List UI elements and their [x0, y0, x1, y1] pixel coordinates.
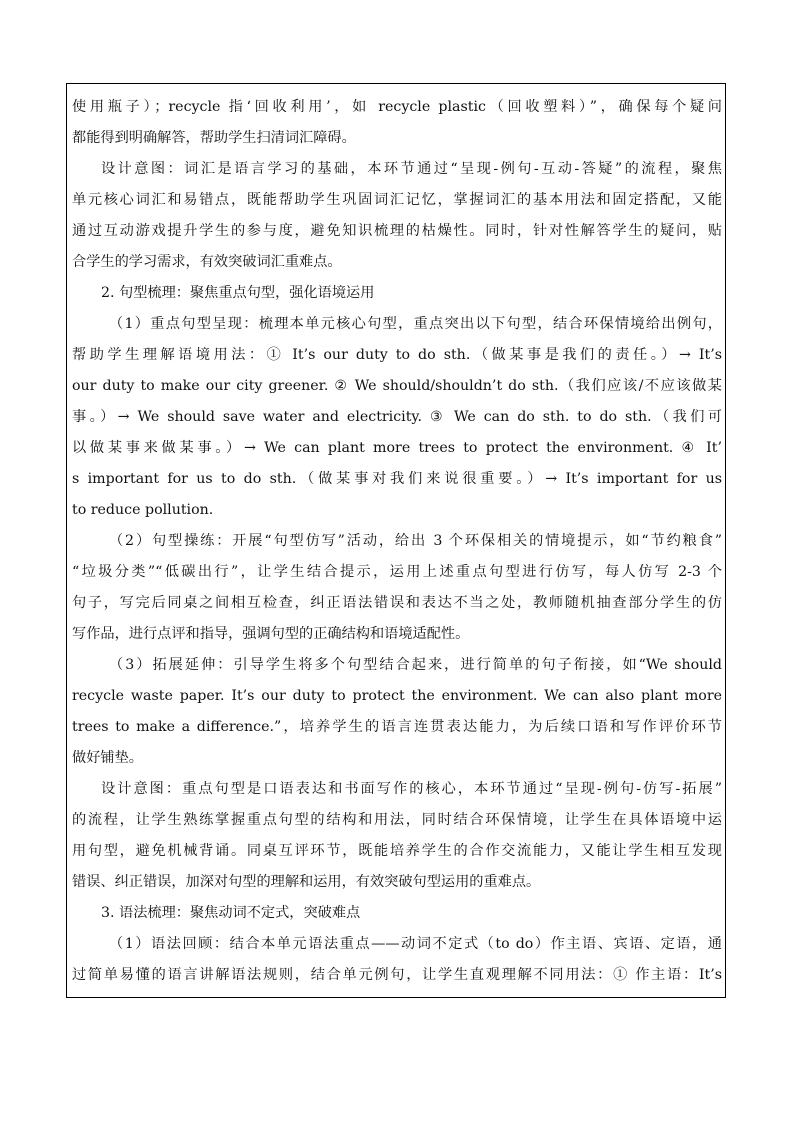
text-line: 都能得到明确解答，帮助学生扫清词汇障碍。 — [72, 130, 356, 146]
text-line: 以做某事来做某事。）→ We can plant more trees to protect the environment. ④ It’ — [72, 440, 722, 456]
text-line: s important for us to do sth.（做某事对我们来说很重要。）→ It’s important for us — [72, 471, 722, 487]
text-line: （3）拓展延伸：引导学生将多个句型结合起来，进行简单的句子衔接，如“We should — [109, 657, 722, 673]
text-line: 单元核心词汇和易错点，既能帮助学生巩固词汇记忆，掌握词汇的基本用法和固定搭配，又能 — [72, 192, 722, 208]
text-line: “垃圾分类”“低碳出行”，让学生结合提示，运用上述重点句型进行仿写，每人仿写 2-3 个 — [72, 564, 722, 580]
text-line: 合学生的学习需求，有效突破词汇重难点。 — [72, 254, 342, 270]
text-line: to reduce pollution. — [72, 502, 214, 518]
text-line: 用句型，避免机械背诵。同桌互评环节，既能培养学生的合作交流能力，又能让学生相互发现 — [72, 843, 722, 859]
text-line: （1）语法回顾：结合本单元语法重点——动词不定式（to do）作主语、宾语、定语，通 — [109, 936, 722, 952]
text-line: 设计意图：重点句型是口语表达和书面写作的核心，本环节通过“呈现-例句-仿写-拓展” — [101, 781, 722, 797]
text-line: 事。）→ We should save water and electricity. ③ We can do sth. to do sth.（我们可 — [72, 409, 722, 425]
text-line: （1）重点句型呈现：梳理本单元核心句型，重点突出以下句型，结合环保情境给出例句， — [109, 316, 722, 332]
text-line: 2. 句型梳理：聚焦重点句型，强化语境运用 — [101, 285, 375, 301]
text-line: 设计意图：词汇是语言学习的基础，本环节通过“呈现-例句-互动-答疑”的流程，聚焦 — [101, 161, 722, 177]
text-line: 错误、纠正错误，加深对句型的理解和运用，有效突破句型运用的重难点。 — [72, 874, 541, 890]
text-line: 过简单易懂的语言讲解语法规则，结合单元例句，让学生直观理解不同用法：① 作主语：It’s — [72, 967, 722, 983]
text-line: 写作品，进行点评和指导，强调句型的正确结构和语境适配性。 — [72, 626, 470, 642]
text-line: 帮助学生理解语境用法：① It’s our duty to do sth.（做某事是我们的责任。）→ It’s — [72, 347, 722, 363]
text-line: 句子，写完后同桌之间相互检查，纠正语法错误和表达不当之处，教师随机抽查部分学生的仿 — [72, 595, 722, 611]
text-line: 通过互动游戏提升学生的参与度，避免知识梳理的枯燥性。同时，针对性解答学生的疑问，贴 — [72, 223, 722, 239]
text-line: 做好铺垫。 — [72, 750, 143, 766]
text-line: recycle waste paper. It’s our duty to protect the environment. We can also plant more — [72, 688, 722, 704]
text-line: trees to make a difference.”，培养学生的语言连贯表达能力，为后续口语和写作评价环节 — [72, 719, 722, 735]
text-line: 的流程，让学生熟练掌握重点句型的结构和用法，同时结合环保情境，让学生在具体语境中运 — [72, 812, 722, 828]
text-line: 3. 语法梳理：聚焦动词不定式，突破难点 — [101, 905, 361, 921]
lesson-plan-text — [72, 92, 722, 991]
text-line: 使用瓶子）；recycle 指‘回收利用’，如 recycle plastic（回收塑料）”，确保每个疑问 — [72, 99, 722, 115]
text-line: （2）句型操练：开展“句型仿写”活动，给出 3 个环保相关的情境提示，如“节约粮食” — [109, 533, 722, 549]
text-line: our duty to make our city greener. ② We should/shouldn’t do sth.（我们应该/不应该做某 — [72, 378, 722, 394]
